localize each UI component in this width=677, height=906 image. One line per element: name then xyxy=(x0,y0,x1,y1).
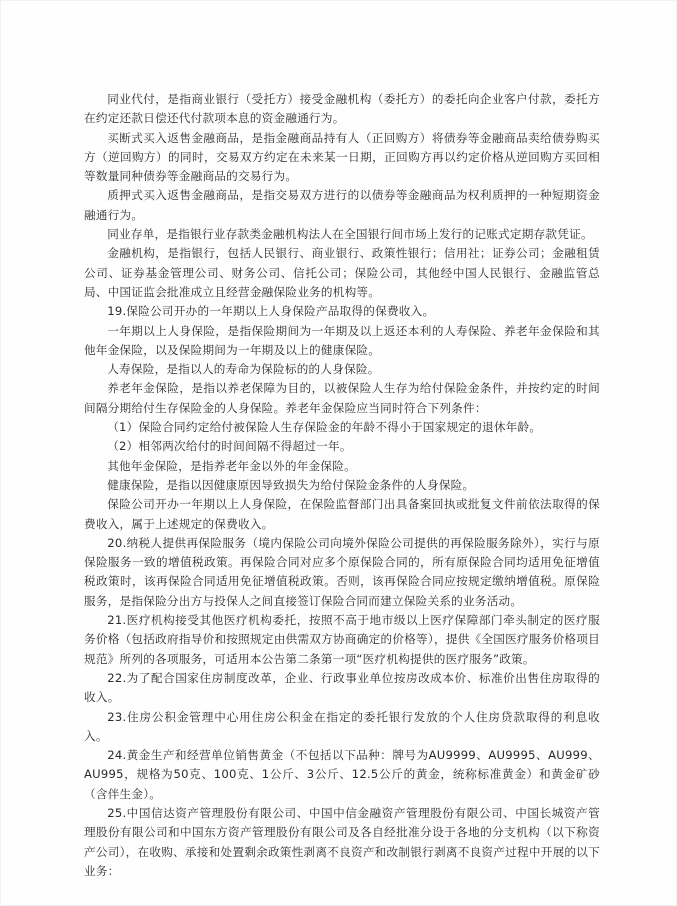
paragraph: 19.保险公司开办的一年期以上人身保险产品取得的保费收入。 xyxy=(107,304,435,319)
paragraph: 养老年金保险，是指以养老保障为目的，以被保险人生存为给付保险金条件，并按约定的时间间隔分期给付生存保险金的人身保险。养老年金保险应当同时符合下列条件： xyxy=(84,381,600,415)
paragraph: 一年期以上人身保险，是指保险期间为一年期及以上返还本利的人寿保险、养老年金保险和其他年金保险，以及保险期间为一年期及以上的健康保险。 xyxy=(84,323,600,357)
paragraph: 其他年金保险，是指养老年金以外的年金保险。 xyxy=(107,458,356,473)
paragraph: （1）保险合同约定给付被保险人生存保险金的年龄不得小于国家规定的退休年龄。 xyxy=(107,420,542,435)
paragraph: 24.黄金生产和经营单位销售黄金（不包括以下品种：牌号为AU9999、AU9995、AU999、AU995，规格为50克、100克、1公斤、3公斤、12.5公斤的黄金，统称标准黄金）和黄金矿砂（含伴生金）。 xyxy=(84,748,600,801)
paragraph: 23.住房公积金管理中心用住房公积金在指定的委托银行发放的个人住房贷款取得的利息收入。 xyxy=(84,709,600,743)
paragraph: 22.为了配合国家住房制度改革，企业、行政事业单位按房改成本价、标准价出售住房取得的收入。 xyxy=(84,670,600,705)
paragraph: 25.中国信达资产管理股份有限公司、中国中信金融资产管理股份有限公司、中国长城资产管理股份有限公司和中国东方资产管理股份有限公司及各自经批准分设于各地的分支机构（以下称资产公司），在收购、承接和处置剩余政策性剥离不良资产和改制银行剥离不良资产过程中开展的以下业务： xyxy=(84,805,600,878)
paragraph: 同业存单，是指银行业存款类金融机构法人在全国银行间市场上发行的记账式定期存款凭证。 xyxy=(107,227,593,242)
paragraph: 保险公司开办一年期以上人身保险，在保险监督部门出具备案回执或批复文件前依法取得的保费收入，属于上述规定的保费收入。 xyxy=(84,497,600,531)
paragraph: 同业代付，是指商业银行（受托方）接受金融机构（委托方）的委托向企业客户付款，委托方在约定还款日偿还代付款项本息的资金融通行为。 xyxy=(84,92,600,126)
paragraph: （2）相邻两次给付的时间间隔不得超过一年。 xyxy=(107,439,352,454)
paragraph: 人寿保险，是指以人的寿命为保险标的的人身保险。 xyxy=(107,362,380,377)
paragraph: 质押式买入返售金融商品，是指交易双方进行的以债券等金融商品为权利质押的一种短期资金融通行为。 xyxy=(84,188,600,222)
paragraph: 健康保险，是指以因健康原因导致损失为给付保险金条件的人身保险。 xyxy=(107,477,475,492)
paragraph: 20.纳税人提供再保险服务（境内保险公司向境外保险公司提供的再保险服务除外），实行与原保险服务一致的增值税政策。再保险合同对应多个原保险合同的，所有原保险合同均适用免征增值税政策时，该再保险合同适用免征增值税政策。否则，该再保险合同应按规定缴纳增值税。原保险服务，是指保险分出方与投保人之间直接签订保险合同而建立保险关系的业务活动。 xyxy=(84,535,600,608)
paragraph: 21.医疗机构接受其他医疗机构委托，按照不高于地市级以上医疗保障部门牵头制定的医疗服务价格（包括政府指导价和按照规定由供需双方协商确定的价格等），提供《全国医疗服务价格项目规范》所列的各项服务，可适用本公告第二条第一项“医疗机构提供的医疗服务”政策。 xyxy=(84,613,600,666)
document-body xyxy=(84,90,600,881)
paragraph: 金融机构，是指银行，包括人民银行、商业银行、政策性银行；信用社；证券公司；金融租赁公司、证券基金管理公司、财务公司、信托公司；保险公司，其他经中国人民银行、金融监管总局、中国证监会批准成立且经营金融保险业务的机构等。 xyxy=(84,246,600,299)
paragraph: 买断式买入返售金融商品，是指金融商品持有人（正回购方）将债券等金融商品卖给债券购买方（逆回购方）的同时，交易双方约定在未来某一日期，正回购方再以约定价格从逆回购方买回相等数量同种债券等金融商品的交易行为。 xyxy=(84,130,600,184)
